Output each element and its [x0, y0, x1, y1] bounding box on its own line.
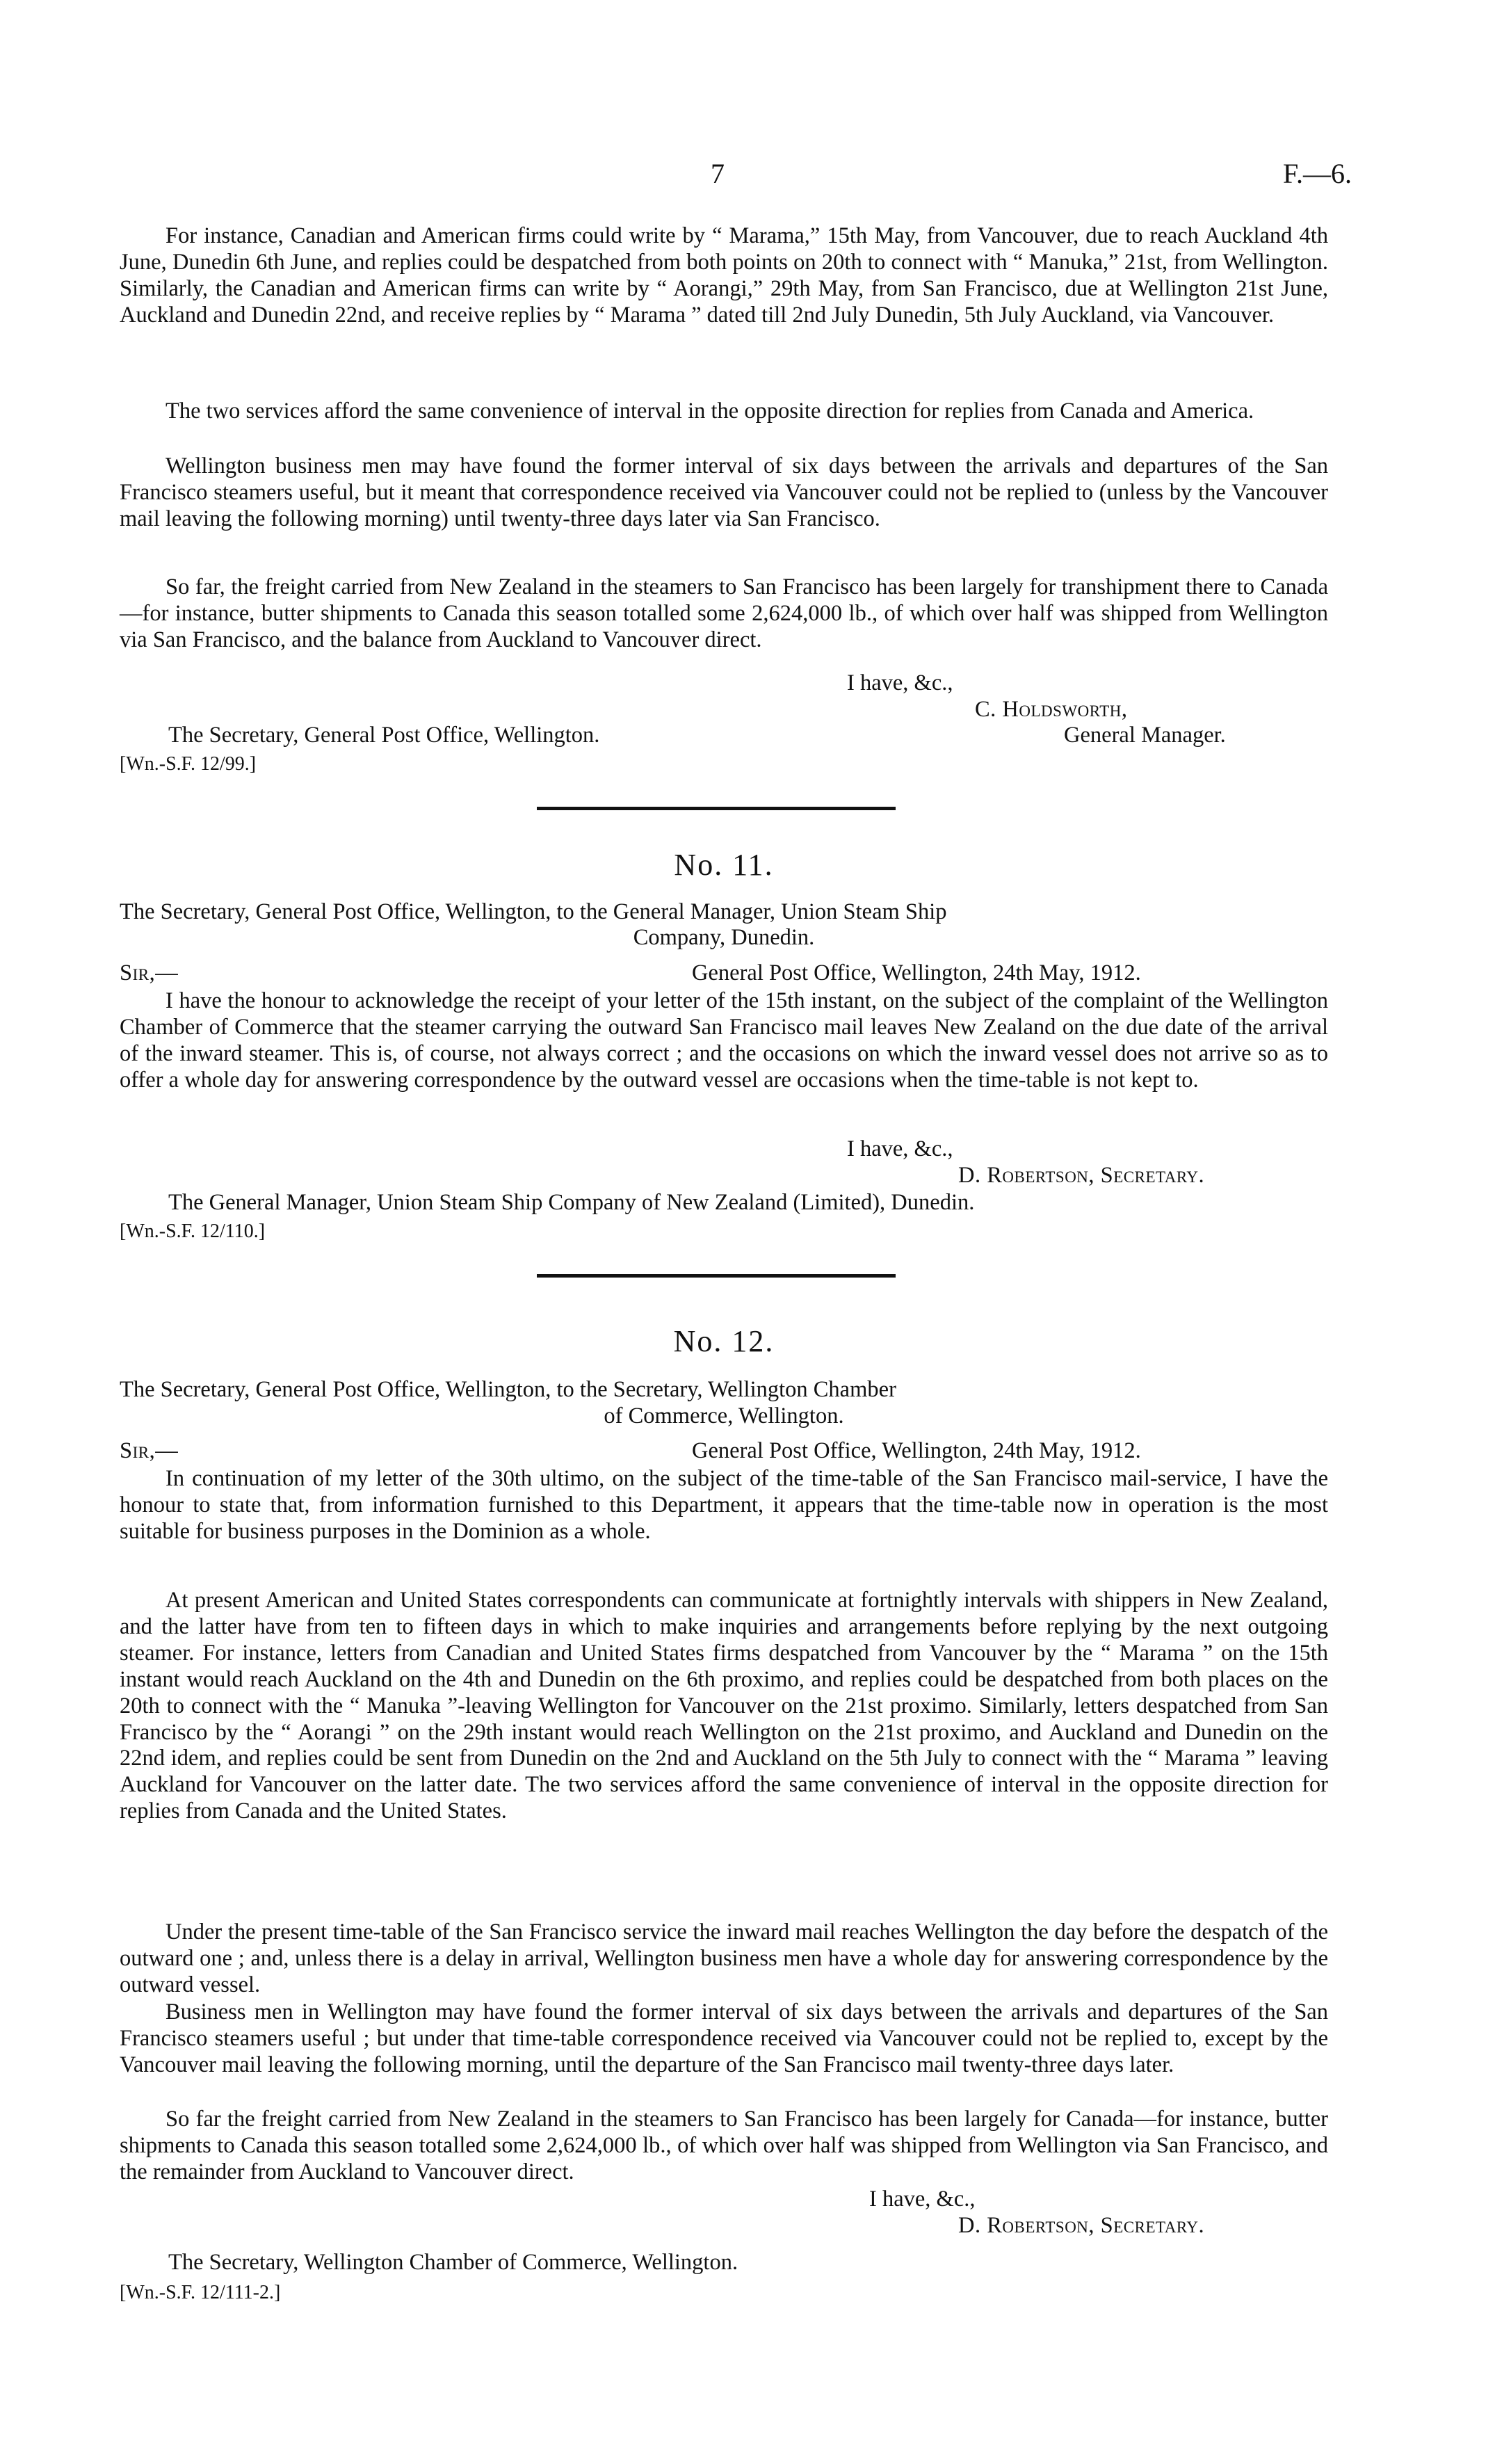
salutation-row [120, 1438, 1328, 1465]
paragraph: For instance, Canadian and American firms could write by “ Marama,” 15th May, from Vancouver, due to reach Auckland 4th June, Dunedin 6th June, and replies could be despatched from both points on 20th to connect with “ Manuka,” 21st, from Wellington. Similarly, the Canadian and American firms can write by “ Aorangi,” 29th May, from San Francisco, due at Wellington 21st June, Auckland and Dunedin 22nd, and receive replies by “ Marama ” dated till 2nd July Dunedin, 5th July Auckland, via Vancouver. [120, 223, 1328, 328]
signatory: C. Holdsworth, [975, 697, 1128, 722]
closing: I have, &c., [847, 1136, 953, 1161]
section-divider [537, 807, 896, 810]
addressee: The Secretary, General Post Office, Wellington. [168, 723, 600, 748]
salutation: Sir,— [120, 960, 179, 985]
letter-heading: No. 11. [674, 848, 774, 882]
letter-address-cont: of Commerce, Wellington. [604, 1403, 844, 1428]
dateline: General Post Office, Wellington, 24th May, 1912. [692, 960, 1141, 985]
file-reference: [Wn.-S.F. 12/99.] [120, 753, 257, 775]
paragraph: So far, the freight carried from New Zealand in the steamers to San Francisco has been largely for transhipment there to Canada—for instance, butter shipments to Canada this season totalled some 2,624,000 lb., of which over half was shipped from Wellington via San Francisco, and the balance from Auckland to Vancouver direct. [120, 574, 1328, 652]
closing: I have, &c., [869, 2187, 976, 2212]
letter-body-paragraph: In continuation of my letter of the 30th ultimo, on the subject of the time-table of the San Francisco mail-service, I have the honour to state that, from information furnished to this Department, it appears that the time-table now in operation is the most suitable for business purposes in the Dominion as a whole. [120, 1466, 1328, 1544]
letter-address-cont: Company, Dunedin. [633, 925, 815, 950]
signatory: D. Robertson, Secretary. [958, 2213, 1205, 2238]
page-number: 7 [711, 158, 725, 189]
section-divider [537, 1274, 896, 1278]
letter-heading: No. 12. [673, 1324, 775, 1358]
addressee: The Secretary, Wellington Chamber of Commerce, Wellington. [168, 2250, 738, 2275]
letter-address: The Secretary, General Post Office, Wellington, to the Secretary, Wellington Chamber [120, 1377, 896, 1402]
signatory-title: General Manager. [1064, 723, 1226, 748]
letter-body-paragraph: So far the freight carried from New Zealand in the steamers to San Francisco has been largely for Canada—for instance, butter shipments to Canada this season totalled some 2,624,000 lb., of which over half was shipped from Wellington via San Francisco, and the remainder from Auckland to Vancouver direct. [120, 2107, 1328, 2184]
document-code: F.—6. [1283, 158, 1352, 189]
dateline: General Post Office, Wellington, 24th May, 1912. [692, 1438, 1141, 1463]
addressee: The General Manager, Union Steam Ship Company of New Zealand (Limited), Dunedin. [168, 1190, 975, 1215]
signatory: D. Robertson, Secretary. [958, 1163, 1205, 1188]
letter-body: I have the honour to acknowledge the receipt of your letter of the 15th instant, on the subject of the complaint of the Wellington Chamber of Commerce that the steamer carrying the outward San Francisco mail leaves New Zealand on the due date of the arrival of the inward steamer. This is, of course, not always correct ; and the occasions on which the inward vessel does not arrive so as to offer a whole day for answering correspondence by the outward vessel are occasions when the time-table is not kept to. [120, 988, 1328, 1093]
salutation: Sir,— [120, 1438, 179, 1463]
paragraph: The two services afford the same convenience of interval in the opposite direction for replies from Canada and America. [165, 398, 1254, 424]
paragraph: Wellington business men may have found the former interval of six days between the arrivals and departures of the San Francisco steamers useful, but it meant that correspondence received via Vancouver could not be replied to (unless by the Vancouver mail leaving the following morning) until twenty-three days later via San Francisco. [120, 453, 1328, 531]
letter-address: The Secretary, General Post Office, Wellington, to the General Manager, Union Steam Ship [120, 899, 947, 924]
letter-body-paragraph: At present American and United States correspondents can communicate at fortnightly intervals with shippers in New Zealand, and the latter have from ten to fifteen days in which to make inquiries and arrangements before replying by the next outgoing steamer. For instance, letters from Canadian and United States firms despatched from Vancouver by the “ Marama ” on the 15th instant would reach Auckland on the 4th and Dunedin on the 6th proximo, and replies could be despatched from both places on the 20th to connect with the “ Manuka ”-leaving Wellington for Vancouver on the 21st proximo. Similarly, letters despatched from San Francisco by the “ Aorangi ” on the 29th instant would reach Wellington on the 21st proximo, and Auckland and Dunedin on the 22nd idem, and replies could be sent from Dunedin on the 2nd and Auckland on the 5th July to connect with the “ Marama ” leaving Auckland for Vancouver on the latter date. The two services afford the same convenience of interval in the opposite direction for replies from Canada and the United States. [120, 1588, 1328, 1824]
salutation-row [120, 960, 1328, 987]
closing: I have, &c., [847, 670, 953, 695]
letter-body-paragraph: Business men in Wellington may have found the former interval of six days between the arrivals and departures of the San Francisco steamers useful ; but under that time-table correspondence received via Vancouver could not be replied to, except by the Vancouver mail leaving the following morning, until the departure of the San Francisco mail twenty-three days later. [120, 1999, 1328, 2077]
file-reference: [Wn.-S.F. 12/110.] [120, 1221, 266, 1242]
file-reference: [Wn.-S.F. 12/111-2.] [120, 2282, 281, 2303]
letter-body-paragraph: Under the present time-table of the San Francisco service the inward mail reaches Wellington the day before the despatch of the outward one ; and, unless there is a delay in arrival, Wellington business men have a whole day for answering correspondence by the outward vessel. [120, 1919, 1328, 1997]
